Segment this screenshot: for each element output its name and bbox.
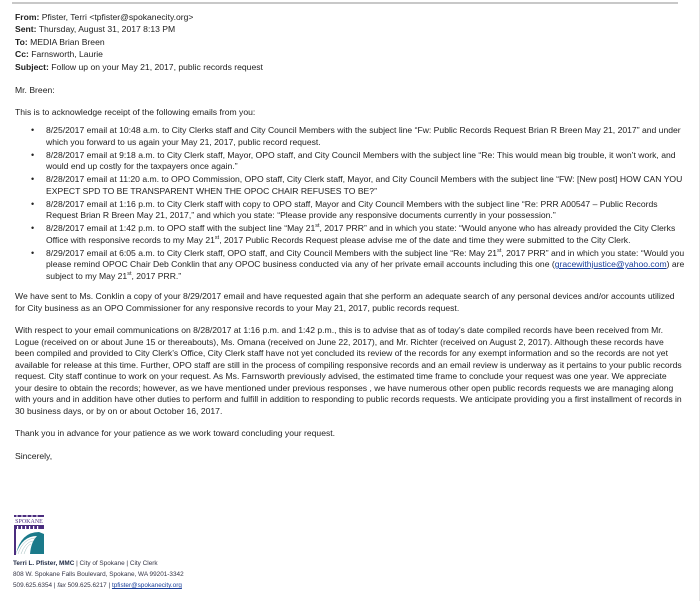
signer-name: Terri L. Pfister, MMC [13, 560, 75, 567]
email-list [15, 125, 685, 282]
to-value: MEDIA Brian Breen [30, 36, 105, 47]
sent-value: Thursday, August 31, 2017 8:13 PM [38, 24, 176, 35]
signature-email-link[interactable]: tpfister@spokanecity.org [111, 582, 182, 589]
paragraph-conklin: We have sent to Ms. Conklin a copy of your 8/29/2017 email and have requested again that she perform an adequate search of any personal devices and/or accounts utilized for City business as an OPO Commissioner for any responsive records to your May 21, 2017, public records request. [15, 291, 675, 313]
list-item: • 8/25/2017 email at 10:48 a.m. to City Clerks staff and City Council Members with the subject line “Fw: Public Records Request Brian R Breen May 21, 2017” and under which you forward to us again your May 21, 2017, public record request. [31, 125, 681, 147]
bullet-icon: • [31, 125, 35, 135]
sent-label: Sent: [15, 24, 37, 35]
to-label: To: [15, 36, 28, 47]
sent-row [15, 24, 263, 36]
list-item: • 8/29/2017 email at 6:05 a.m. to City Clerk staff, OPO staff, and City Council Members with the subject line “Re: May 21st, 2017 PRR” and in which you state: “Would you please remind OPOC Chair Deb Conklin that any OPOC business conducted via any of her private email accounts including this one (gracewithjustice@yahoo.com) are subject to my May 21st, 2017 PRR.” [31, 247, 685, 281]
signature-address: 808 W. Spokane Falls Boulevard, Spokane, WA 99201-3342 [13, 571, 184, 578]
phone: 509.625.6354 [13, 582, 53, 589]
email-header [15, 12, 263, 74]
greeting: Mr. Breen: [15, 85, 55, 95]
email-body [15, 85, 685, 476]
list-item: • 8/28/2017 email at 11:20 a.m. to OPO Commission, OPO staff, City Clerk staff, Mayor, and City Council Members with the subject line “FW: [New post] HOW CAN YOU EXPECT SPD TO BE TRANSPARENT WHEN THE OPOC CHAIR REFUSES TO BE?” [31, 174, 683, 196]
bullet-icon: • [31, 149, 35, 160]
paragraph-status: With respect to your email communications on 8/28/2017 at 1:16 p.m. and 1:42 p.m., this is to advise that as of today’s date compiled records have been received from Mr. Logue (received on or about June 15 or thereabouts), Ms. Omana (received on June 22, 2017), and Mr. Richter (received on August 2, 2017). Although these records have been compiled and provided to City Clerk’s Office, City Clerk staff have not yet concluded its review of the records for any exempt information and so the records are not yet available for release at this time. Further, OPO staff are still in the process of compiling responsive records and an email review is underway as it pertains to your public records request. City staff continue to work on your request. As Ms. Farnsworth previously advised, the estimated time frame to conclude your request was one year. We appreciate your desire to obtain the records; however, as we have mentioned under previous responses , we have numerous other open public records requests we are managing along with yours and in addition have other duties to perform and fulfill in addition to responding to public records requests. We anticipate providing you a first installment of records in 30 business days, or by on or about October 16, 2017. [15, 325, 682, 416]
signature-block [13, 514, 184, 591]
list-item: • 8/28/2017 email at 1:42 p.m. to OPO staff with the subject line “May 21st, 2017 PRR” and in which you state: “Would anyone who has already provided the City Clerks Office with responsive records to my May 21st, 2017 Public Records Request please advise me of the date and time they were submitted to the City Clerk. [31, 223, 676, 245]
list-item: • 8/28/2017 email at 1:16 p.m. to City Clerk staff with copy to OPO staff, Mayor and City Council Members with the subject line “Re: PRR A00547 – Public Records Request Brian R Breen May 21, 2017,” and which you state: “Please provide any responsive documents currently in your possession.” [31, 198, 658, 220]
signer-org: City of Spokane [79, 560, 125, 567]
city-of-spokane-logo-icon [13, 514, 47, 556]
cc-label: Cc: [15, 49, 29, 60]
list-item: • 8/28/2017 email at 9:18 a.m. to City Clerk staff, Mayor, OPO staff, and City Council Members with the subject line “Re: This would mean big trouble, it won’t work, and would end up costly for the taxpayers once again.” [31, 149, 676, 171]
subject-label: Subject: [15, 61, 49, 72]
intro-text: This is to acknowledge receipt of the following emails from you: [15, 106, 256, 117]
subject-row [15, 62, 263, 74]
email-link[interactable]: gracewithjustice@yahoo.com [554, 259, 667, 269]
fax-label: fax [57, 582, 66, 589]
svg-text:SPOKANE: SPOKANE [15, 519, 43, 525]
bullet-icon: • [31, 223, 35, 233]
bullet-icon: • [31, 198, 35, 209]
signer-title: City Clerk [129, 560, 158, 567]
signature-contact-line: 509.625.6354 | fax 509.625.6217 | tpfister@spokanecity.org [13, 582, 182, 589]
subject-value: Follow up on your May 21, 2017, public records request [51, 61, 263, 72]
top-divider [12, 2, 678, 4]
cc-value: Farnsworth, Laurie [31, 49, 103, 60]
signoff: Sincerely, [15, 450, 53, 461]
from-value: Pfister, Terri <tpfister@spokanecity.org> [41, 12, 194, 22]
to-row [15, 37, 263, 49]
bullet-icon: • [31, 174, 35, 184]
from-row [15, 12, 263, 24]
signature-name-line: Terri L. Pfister, MMC | City of Spokane | City Clerk [13, 560, 158, 567]
cc-row [15, 49, 263, 61]
from-label: From: [15, 12, 40, 22]
closing-text: Thank you in advance for your patience as we work toward concluding your request. [15, 428, 336, 438]
bullet-icon: • [31, 247, 35, 258]
fax: 509.625.6217 [65, 582, 107, 589]
